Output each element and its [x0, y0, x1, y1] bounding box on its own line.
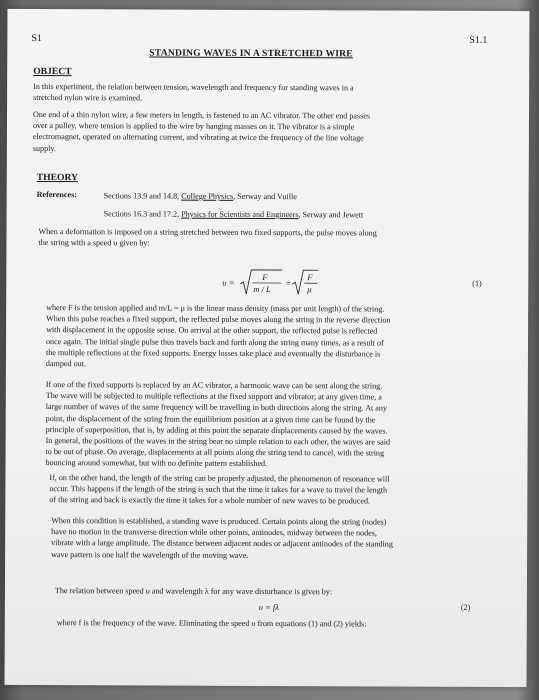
equation-2-number: (2) — [460, 602, 471, 612]
text-line: In general, the positions of the waves in the string bear no simple relation to each other, the waves are said — [45, 436, 391, 447]
reference-2-book: Physics for Scientists and Engineers — [181, 209, 299, 220]
page-label-left: S1 — [31, 32, 42, 45]
reference-2-authors: , Serway and Jewett — [298, 210, 364, 220]
object-paragraph-2 — [33, 109, 497, 156]
reference-1-authors: , Serway and Vuille — [233, 191, 297, 202]
reference-2 — [104, 209, 364, 219]
text-line: One end of a thin nylon wire, a few meters in length, is fastened to an AC vibrator. The other end passes — [32, 109, 371, 121]
text-line: supply. — [32, 143, 56, 153]
text-line: point, the displacement of the string from the equilibrium position at a given time can be found by the — [45, 413, 376, 425]
theory-paragraph-2 — [46, 302, 498, 371]
theory-paragraph-6: The relation between speed υ and wavelength λ for any wave disturbance is given by: — [54, 586, 333, 597]
reference-2-sections: Sections 16.3 and 17.2, — [103, 209, 182, 219]
text-line: If one of the fixed supports is replaced by an AC vibrator, a harmonic wave can be sent along the string. — [45, 380, 383, 391]
document-title: STANDING WAVES IN A STRETCHED WIRE — [149, 47, 353, 60]
text-line: damped out. — [45, 359, 86, 369]
reference-1 — [104, 191, 297, 201]
text-line: bouncing around somewhat, but with no definite pattern established. — [45, 458, 268, 469]
text-line: The wave will be subjected to multiple reflections at the fixed support and vibrator; at any given time, a — [45, 391, 382, 402]
text-line: When this condition is established, a standing wave is produced. Certain points along the string (nodes) — [51, 516, 387, 527]
document-page — [5, 9, 530, 687]
object-paragraph-1 — [33, 81, 497, 105]
text-line: the string with a speed υ given by: — [38, 238, 150, 248]
equation-1-denominator-1: m / L — [253, 283, 271, 295]
references-label: References: — [36, 189, 77, 200]
theory-paragraph-3 — [45, 379, 497, 471]
text-line: to be out of phase. On average, displacements at all points along the string tend to cancel, with the string — [45, 447, 385, 458]
text-line: vibrate with a large amplitude. The distance between adjacent nodes or adjacent antinodes of the standing — [51, 538, 393, 549]
equation-1-lhs: υ = — [222, 277, 235, 288]
theory-paragraph-4 — [49, 472, 499, 508]
text-line: occur. This happens if the length of the string is such that the time it takes for a wave to travel the length — [49, 484, 388, 495]
equation-2: υ = fλ — [258, 601, 280, 613]
object-heading: OBJECT — [33, 65, 72, 78]
text-line: large number of waves of the same frequency will be travelling in both directions along the string. At any — [45, 402, 388, 413]
reference-1-sections: Sections 13.9 and 14.8, — [103, 191, 182, 201]
theory-paragraph-1 — [38, 226, 498, 250]
equation-1-denominator-2: μ — [307, 284, 312, 295]
text-line: of the string and back is exactly the time it takes for a whole number of new waves to be produced. — [49, 495, 371, 506]
equation-1 — [222, 267, 332, 303]
equation-1-numerator-2: F — [307, 272, 313, 283]
text-line: electromagnet, operated on alternating current, and vibrating at twice the frequency of the line voltage — [32, 132, 364, 143]
equation-1-numerator-1: F — [262, 271, 268, 283]
equation-1-graphic — [222, 267, 332, 301]
text-line: with displacement in the opposite sense. On arrival at the other support, the reflected pulse is reflected — [46, 325, 378, 336]
theory-paragraph-5 — [51, 515, 501, 562]
equation-1-number: (1) — [472, 278, 482, 288]
text-line: over a pulley, where tension is applied to the wire by hanging masses on it. The vibrator is a simple — [32, 121, 355, 132]
text-line: principle of superposition, that is, by adding at this point the separate displacements caused by the waves. — [45, 424, 388, 436]
theory-heading: THEORY — [36, 171, 79, 184]
text-line: where F is the tension applied and m/L = μ is the linear mass density (mass per unit length) of the string. — [46, 303, 385, 314]
reference-1-book: College Physics — [181, 191, 234, 201]
text-line: the multiple reflections at the fixed supports. Energy losses take place and eventually the disturbance is — [45, 347, 381, 359]
page-label-right: S1.1 — [469, 34, 488, 46]
text-line: If, on the other hand, the length of the string can be properly adjusted, the phenomenon of resonance will — [49, 473, 390, 484]
text-line: have no motion in the transverse direction while other points, antinodes, midway between the nodes, — [51, 527, 377, 538]
text-line: When this pulse reaches a fixed support, the reflected pulse moves along the string in the reverse direction — [46, 314, 391, 325]
sqrt-icon — [292, 270, 318, 294]
theory-paragraph-7: where f is the frequency of the wave. Eliminating the speed υ from equations (1) and (2) yields: — [56, 618, 367, 629]
equation-1-equals: = — [285, 278, 292, 289]
text-line: When a deformation is imposed on a string stretched between two fixed supports, the pulse moves along — [38, 227, 377, 238]
text-line: stretched nylon wire is examined. — [33, 93, 143, 103]
text-line: In this experiment, the relation between tension, wavelength and frequency for standing waves in a — [33, 81, 354, 93]
text-line: wave pattern is one half the wavelength of the moving wave. — [51, 549, 249, 560]
text-line: once again. The initial single pulse thus travels back and forth along the string many times, as a result of — [46, 336, 384, 348]
